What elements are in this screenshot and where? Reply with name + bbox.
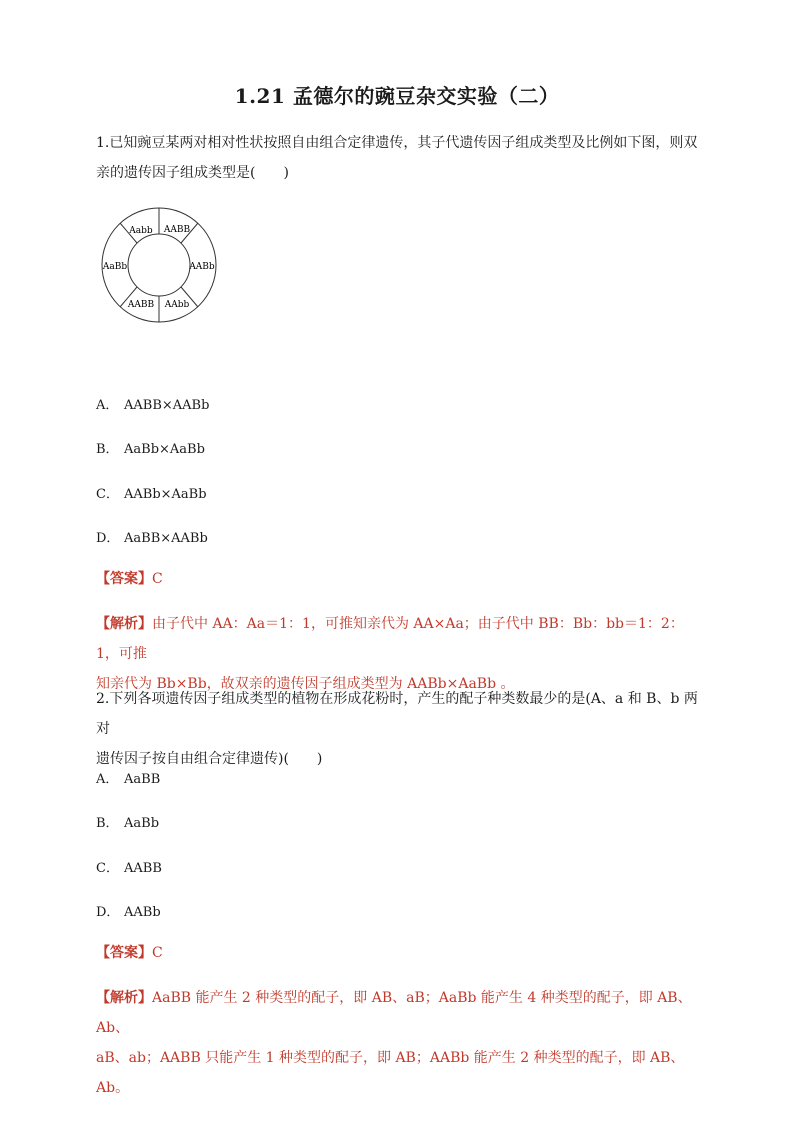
question-1-option-c (96, 483, 207, 502)
explanation-line-1: 由子代中 AA：Aa＝1：1，可推知亲代为 AA×Aa；由子代中 BB：Bb：bb＝1：2：1，可推 (96, 616, 684, 662)
explanation-line-2: 知亲代为 Bb×Bb，故双亲的遗传因子组成类型为 AABb×AaBb 。 (96, 676, 515, 692)
question-2-line-2: 遗传因子按自由组合定律遗传)( ) (96, 751, 323, 767)
question-2-option-d (96, 901, 161, 920)
option-text: AaBb (124, 816, 160, 831)
question-1-option-b (96, 438, 205, 457)
question-2-line-1: 2.下列各项遗传因子组成类型的植物在形成花粉时，产生的配子种类数最少的是(A、a 和 B、b 两对 (96, 691, 698, 737)
question-1-answer (96, 564, 706, 594)
option-text: AABB×AABb (124, 398, 210, 413)
option-letter: B． (96, 442, 119, 457)
answer-tag: 【答案】 (96, 945, 152, 961)
question-2-explanation (96, 983, 706, 1103)
explanation-tag: 【解析】 (96, 990, 152, 1006)
option-text: AABB (124, 861, 162, 876)
option-letter: D． (96, 531, 120, 546)
question-1-line-1: 1.已知豌豆某两对相对性状按照自由组合定律遗传，其子代遗传因子组成类型及比例如下图，则双 (96, 135, 698, 151)
question-2-option-c (96, 857, 162, 876)
ring-label-top-left: Aabb (129, 226, 153, 236)
explanation-line-2: aB、ab；AABB 只能产生 1 种类型的配子，即 AB；AABb 能产生 2 种类型的配子，即 AB、Ab。 (96, 1050, 685, 1096)
option-letter: A． (96, 772, 119, 787)
question-2-answer (96, 938, 706, 968)
genotype-ring-figure (100, 206, 218, 328)
option-letter: C． (96, 487, 119, 502)
answer-value: C (152, 571, 163, 587)
option-text: AaBb×AaBb (124, 442, 205, 457)
question-2-stem (96, 684, 706, 774)
explanation-tag: 【解析】 (96, 616, 152, 632)
option-letter: D． (96, 905, 120, 920)
ring-label-bottom-right: AAbb (164, 300, 190, 310)
option-text: AaBB (124, 772, 161, 787)
option-letter: A． (96, 398, 119, 413)
option-text: AABb×AaBb (124, 487, 207, 502)
page-title: 1.21 孟德尔的豌豆杂交实验（二） (234, 84, 560, 108)
answer-value: C (152, 945, 163, 961)
option-text: AaBB×AABb (124, 531, 208, 546)
ring-label-bottom-left: AABB (127, 300, 155, 310)
ring-label-left: AaBb (102, 262, 128, 272)
ring-label-top-right: AABB (163, 225, 191, 235)
option-letter: C． (96, 861, 119, 876)
question-2-option-a (96, 768, 160, 787)
answer-tag: 【答案】 (96, 571, 152, 587)
genotype-ring-diagram (100, 206, 218, 324)
option-text: AABb (124, 905, 161, 920)
question-1-option-d (96, 527, 208, 546)
question-1-line-2: 亲的遗传因子组成类型是( ) (96, 165, 289, 181)
question-2-option-b (96, 812, 159, 831)
question-1-stem (96, 128, 706, 188)
option-letter: B． (96, 816, 119, 831)
ring-label-right: AABb (189, 262, 215, 272)
inner-circle (128, 234, 190, 296)
explanation-line-1: AaBB 能产生 2 种类型的配子，即 AB、aB；AaBb 能产生 4 种类型的配子，即 AB、Ab、 (96, 990, 692, 1036)
question-1-option-a (96, 394, 209, 413)
